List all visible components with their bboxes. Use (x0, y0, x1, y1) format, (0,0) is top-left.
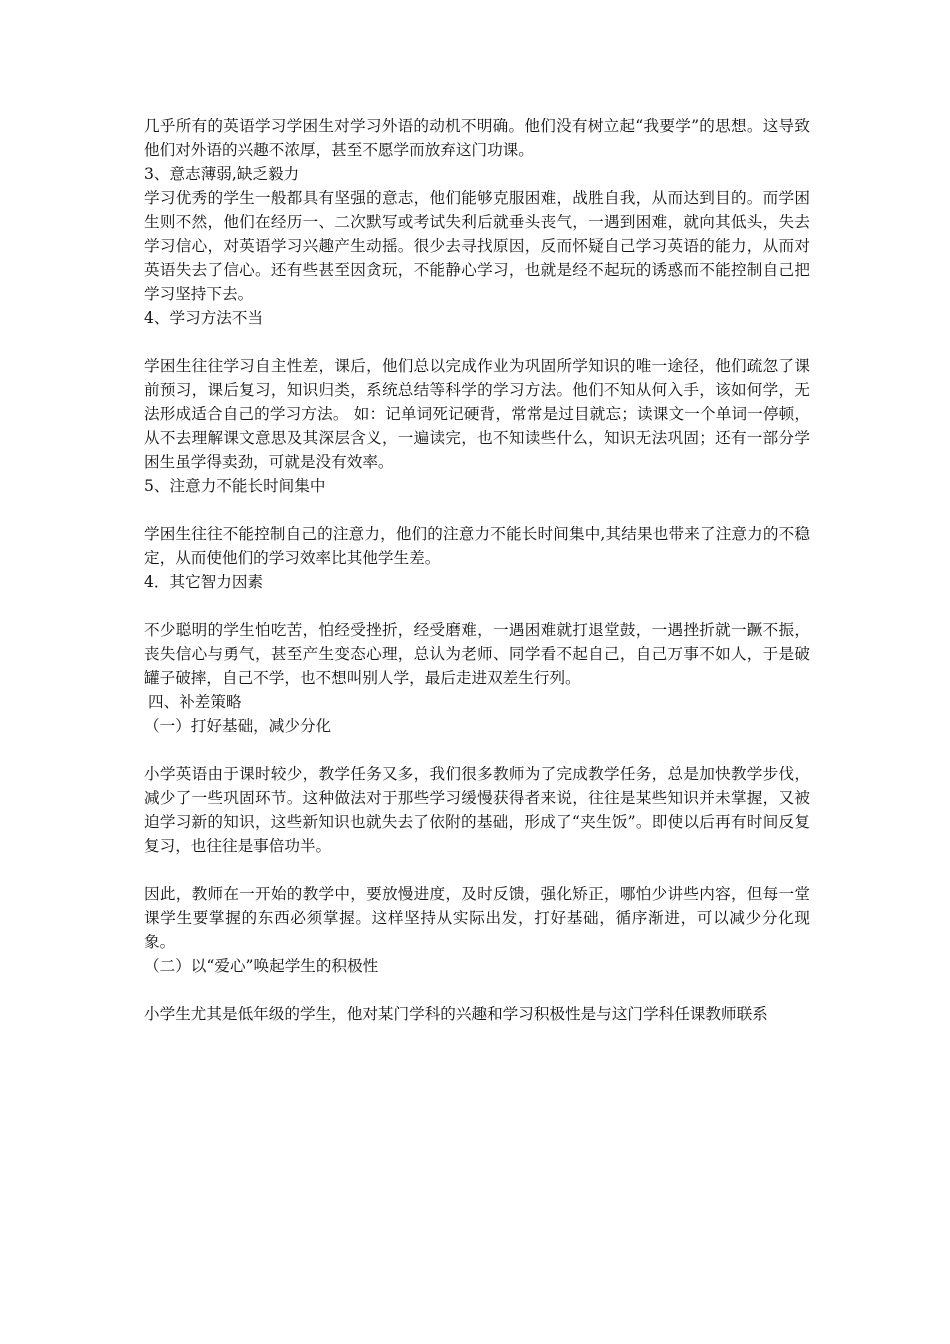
paragraph-strategy-one-b: 因此，教师在一开始的教学中，要放慢进度，及时反馈，强化矫正，哪怕少讲些内容，但每一堂课学生要掌握的东西必须掌握。这样坚持从实际出发，打好基础，循序渐进，可以减少分化现象。 (144, 885, 810, 951)
paragraph-strategy-one-a: 小学英语由于课时较少，教学任务又多，我们很多教师为了完成教学任务，总是加快教学步伐，减少了一些巩固环节。这种做法对于那些学习缓慢获得者来说，往往是某些知识并未掌握，又被迫学习新的知识，这些新知识也就失去了依附的基础，形成了“夹生饭”。即使以后再有时间反复复习，也往往是事倍功半。 (144, 765, 810, 855)
paragraph-study-method: 学困生往往学习自主性差，课后，他们总以完成作业为巩固所学知识的唯一途径，他们疏忽了课前预习，课后复习，知识归类，系统总结等科学的学习方法。他们不知从何入手，该如何学，无法形成适合自己的学习方法。 如：记单词死记硬背，常常是过目就忘；读课文一个单词一停顿，从不去理解课文意思及其深层含义，一遍读完，也不知读些什么，知识无法巩固；还有一部分学困生虽学得卖劲，可就是没有效率。 (144, 357, 810, 471)
heading-strategy-two: （二）以“爱心”唤起学生的积极性 (144, 957, 379, 975)
paragraph-strategy-two: 小学生尤其是低年级的学生，他对某门学科的兴趣和学习积极性是与这门学科任课教师联系 (144, 1005, 768, 1023)
paragraph-weak-will: 学习优秀的学生一般都具有坚强的意志，他们能够克服困难，战胜自我，从而达到目的。而学困生则不然，他们在经历一、二次默写或考试失利后就垂头丧气，一遇到困难，就向其低头，失去学习信心，对英语学习兴趣产生动摇。很少去寻找原因，反而怀疑自己学习英语的能力，从而对英语失去了信心。还有些甚至因贪玩，不能静心学习，也就是经不起玩的诱惑而不能控制自己把学习坚持下去。 (144, 189, 810, 303)
heading-weak-will: 3、意志薄弱,缺乏毅力 (144, 165, 300, 183)
heading-other-factors: 4．其它智力因素 (144, 573, 264, 591)
heading-attention: 5、注意力不能长时间集中 (144, 477, 326, 495)
paragraph-attention: 学困生往往不能控制自己的注意力，他们的注意力不能长时间集中,其结果也带来了注意力的不稳定，从而使他们的学习效率比其他学生差。 (144, 525, 810, 567)
heading-strategies: 四、补差策略 (148, 693, 242, 711)
document-page (144, 114, 810, 1026)
heading-study-method: 4、学习方法不当 (144, 309, 264, 327)
paragraph-motivation: 几乎所有的英语学习学困生对学习外语的动机不明确。他们没有树立起“我要学”的思想。这导致他们对外语的兴趣不浓厚，甚至不愿学而放弃这门功课。 (144, 117, 810, 159)
heading-strategy-one: （一）打好基础，减少分化 (144, 717, 332, 735)
paragraph-other-factors: 不少聪明的学生怕吃苦，怕经受挫折，经受磨难，一遇困难就打退堂鼓，一遇挫折就一蹶不振，丧失信心与勇气，甚至产生变态心理，总认为老师、同学看不起自己，自己万事不如人，于是破罐子破摔，自己不学，也不想叫别人学，最后走进双差生行列。 (144, 621, 810, 687)
